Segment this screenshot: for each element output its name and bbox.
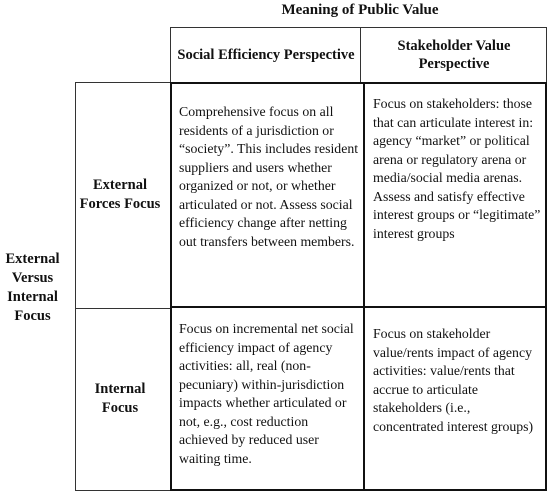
grid-top-line: [170, 82, 547, 84]
grid-left-line: [170, 82, 172, 491]
rowlabel-top-border: [75, 82, 170, 83]
side-axis-label: External Versus Internal Focus: [5, 251, 60, 324]
row-label-text: External Forces Focus: [79, 177, 161, 212]
column-header-label: Social Efficiency Perspective: [177, 46, 355, 63]
grid-bottom-line: [170, 489, 547, 491]
header-left-border: [170, 27, 171, 82]
row-label-text: Internal Focus: [94, 381, 146, 416]
column-header-social-efficiency: [172, 27, 360, 82]
grid-middle-line: [170, 306, 547, 308]
row-label-internal: [75, 309, 165, 489]
header-divider: [360, 27, 361, 82]
cell-internal-social: Focus on incremental net social efficiency impact of agency activities: all, real (non-pecuniary) within-jurisdiction impacts whether articulated or not, e.g., cost reduction achieved by reduced user waiting time.: [179, 321, 354, 466]
cell-external-social: Comprehensive focus on all residents of a jurisdiction or “society”. This includes resident suppliers and users whether organized or not, or whether articulated or not. Assess social efficiency change after netting out transfers between members.: [179, 104, 359, 249]
grid-center-line: [363, 82, 365, 491]
table-title: Meaning of Public Value: [281, 2, 439, 18]
column-header-stakeholder-value: [362, 27, 546, 82]
column-header-label: Stakeholder Value Perspective: [397, 37, 511, 72]
grid-right-line: [545, 82, 547, 491]
cell-internal-stakeholder: Focus on stakeholder value/rents impact of agency activities: value/rents that accrue to articulate stakeholders (i.e., concentrated interest groups): [373, 326, 534, 434]
row-label-external-forces: [75, 84, 165, 306]
cell-external-stakeholder: Focus on stakeholders: those that can articulate interest in: agency “market” or political arena or regulatory arena or media/social media arenas. Assess and satisfy effective interest groups or “legitimate” interest groups: [373, 96, 541, 241]
